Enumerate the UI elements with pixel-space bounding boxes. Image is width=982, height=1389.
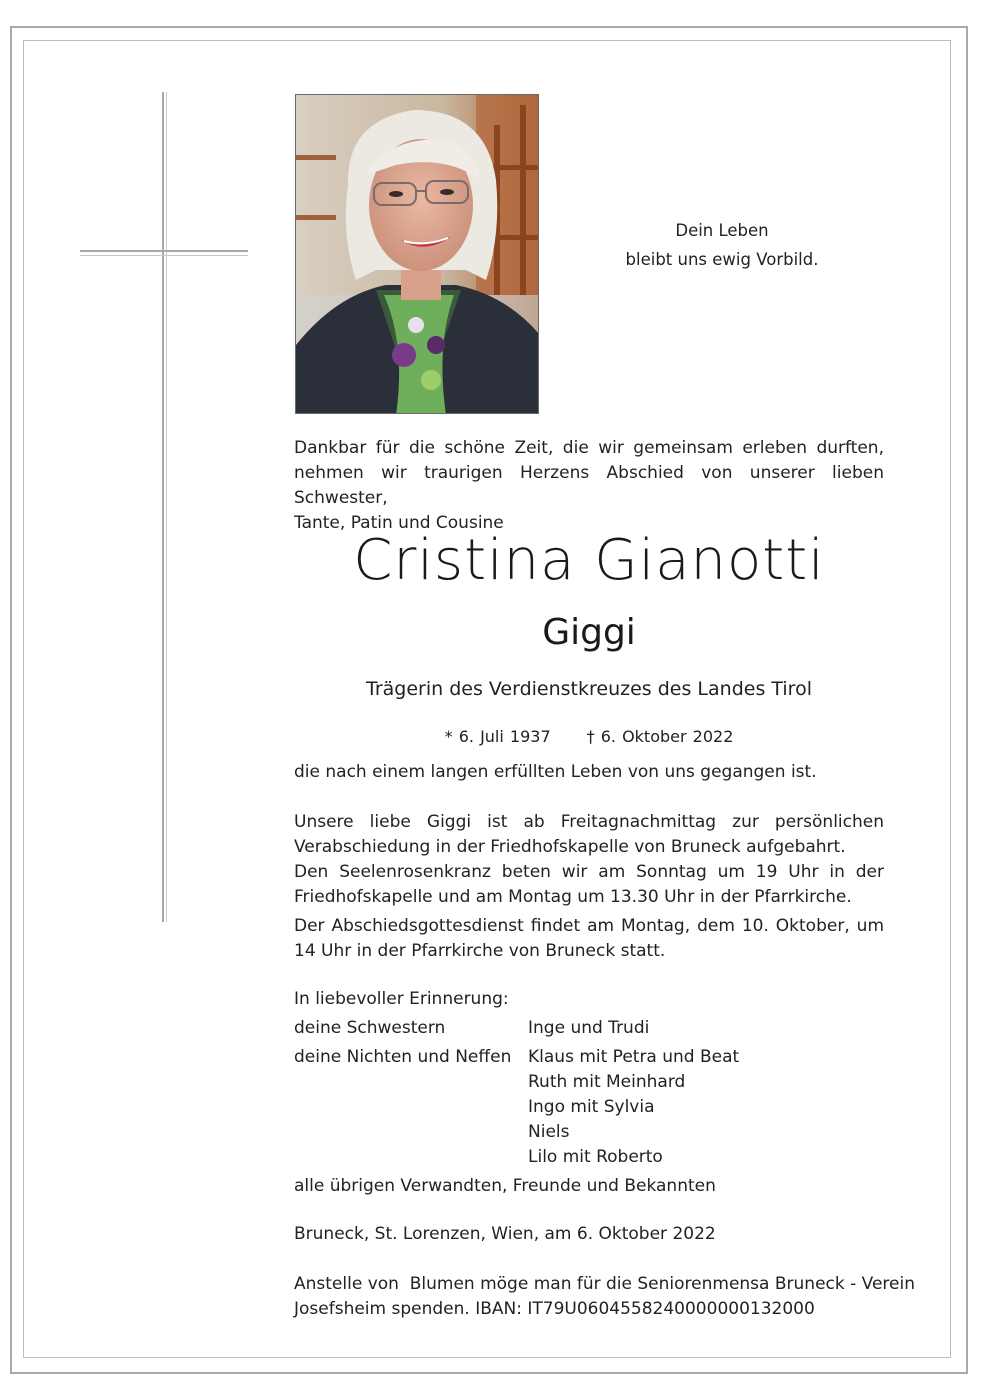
arrangements-line-6: 14 Uhr in der Pfarrkirche von Bruneck statt. (294, 941, 666, 961)
quote (600, 216, 844, 274)
mourners-list (294, 1016, 884, 1199)
arrangements-line-5: Der Abschiedsgottesdienst findet am Montag, dem 10. Oktober, um (294, 916, 884, 936)
others-text: alle übrigen Verwandten, Freunde und Bekannten (294, 1176, 716, 1196)
quote-line-2: bleibt uns ewig Vorbild. (625, 250, 819, 269)
nieces-name-1: Klaus mit Petra und Beat (528, 1047, 740, 1067)
arrangements-line-2: Verabschiedung in der Friedhofskapelle von Bruneck aufgebahrt. (294, 837, 846, 857)
place-date (294, 1222, 884, 1247)
cross-vertical-beam (162, 92, 167, 922)
death-date: † 6. Oktober 2022 (586, 727, 734, 746)
mourners-row-others (294, 1174, 884, 1199)
passing-line-text: die nach einem langen erfüllten Leben von uns gegangen ist. (294, 762, 817, 782)
intro-line-3: Tante, Patin und Cousine (294, 513, 504, 533)
deceased-nickname: Giggi (542, 612, 636, 653)
nieces-name-3: Ingo mit Sylvia (528, 1097, 655, 1117)
arrangements-line-1: Unsere liebe Giggi ist ab Freitagnachmittag zur persönlichen (294, 812, 884, 832)
nieces-name-2: Ruth mit Meinhard (528, 1072, 686, 1092)
nieces-label: deine Nichten und Neffen (294, 1047, 512, 1067)
donation-note (294, 1272, 915, 1322)
nieces-name-4: Niels (528, 1122, 570, 1142)
portrait-illustration (296, 95, 539, 414)
donation-line-2: Josefsheim spenden. IBAN: IT79U0604558240000000132000 (294, 1299, 815, 1319)
cross-horizontal-beam (80, 250, 248, 256)
arrangements-line-3: Den Seelenrosenkranz beten wir am Sonntag um 19 Uhr in der (294, 862, 884, 882)
mourners-row-nieces-2 (294, 1070, 884, 1095)
intro-text (294, 436, 884, 536)
nieces-name-5: Lilo mit Roberto (528, 1147, 663, 1167)
birth-date: * 6. Juli 1937 (444, 727, 551, 746)
intro-line-1: Dankbar für die schöne Zeit, die wir gemeinsam erleben durften, (294, 438, 884, 458)
place-date-text: Bruneck, St. Lorenzen, Wien, am 6. Oktober 2022 (294, 1224, 716, 1244)
portrait-photo (295, 94, 539, 414)
intro-line-2: nehmen wir traurigen Herzens Abschied von unserer lieben Schwester, (294, 463, 884, 508)
mourners-row-nieces-5 (294, 1145, 884, 1170)
mourners-row-nieces (294, 1045, 884, 1070)
mourners-heading-text: In liebevoller Erinnerung: (294, 989, 509, 1009)
quote-line-1: Dein Leben (675, 221, 769, 240)
arrangements-line-4: Friedhofskapelle und am Montag um 13.30 Uhr in der Pfarrkirche. (294, 887, 852, 907)
mourners-row-nieces-3 (294, 1095, 884, 1120)
sisters-label: deine Schwestern (294, 1018, 446, 1038)
mourners-row-sisters (294, 1016, 884, 1041)
honour-line: Trägerin des Verdienstkreuzes des Landes Tirol (366, 678, 812, 700)
mourners-row-nieces-4 (294, 1120, 884, 1145)
donation-line-1: Anstelle von Blumen möge man für die Seniorenmensa Bruneck - Verein (294, 1274, 915, 1294)
arrangements-text (294, 810, 884, 964)
passing-line (294, 760, 884, 785)
mourners-heading (294, 987, 884, 1012)
deceased-name: Cristina Gianotti (353, 528, 825, 593)
life-dates (294, 727, 884, 746)
sisters-names: Inge und Trudi (528, 1018, 650, 1038)
